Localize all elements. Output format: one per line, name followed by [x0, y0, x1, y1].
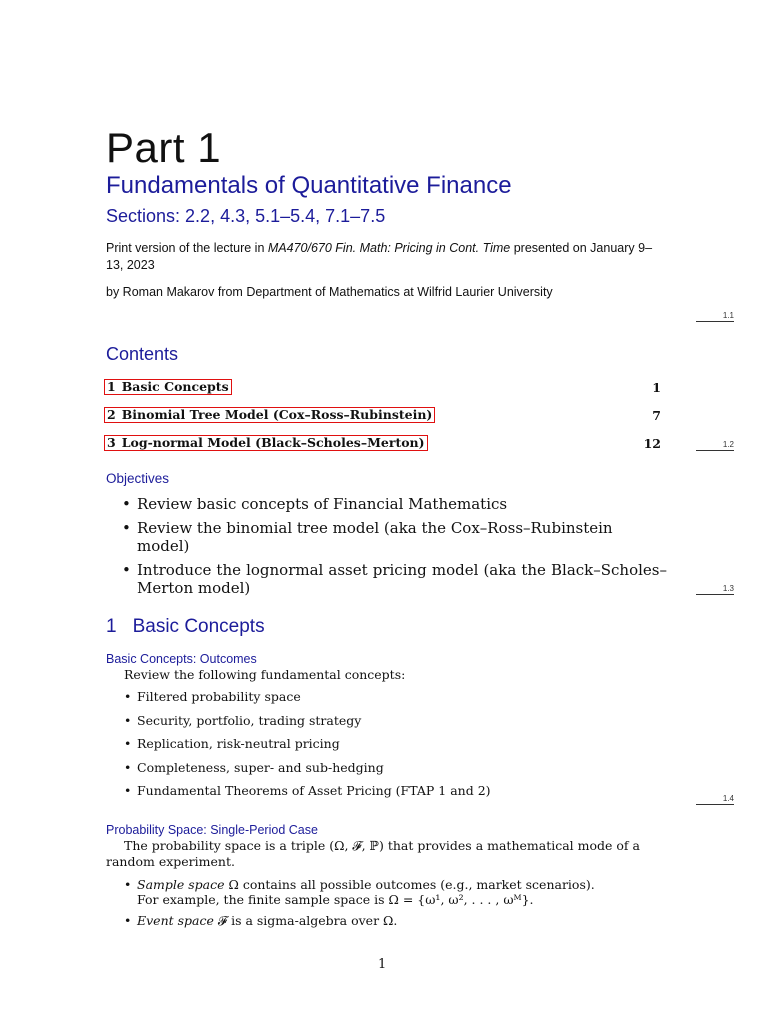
outcome-text: Security, portfolio, trading strategy — [137, 712, 362, 728]
bullet-icon: • — [122, 495, 131, 513]
bullet-icon: • — [122, 561, 131, 579]
course-name: MA470/670 Fin. Math: Pricing in Cont. Time — [267, 241, 511, 255]
outcome-text: Filtered probability space — [137, 689, 301, 704]
print-info-prefix: Print version of the lecture in — [106, 241, 268, 255]
toc-title: Log-normal Model (Black–Scholes–Merton) — [121, 435, 425, 450]
outcomes-heading: Basic Concepts: Outcomes — [106, 652, 257, 666]
slide-number: 1.2 — [696, 440, 734, 451]
list-item — [124, 913, 669, 928]
print-info-suffix: presented on January 9–13, 2023 — [106, 241, 653, 272]
intro-text: The probability space is a triple — [124, 838, 330, 853]
bullet-icon: • — [122, 519, 131, 537]
toc-number: 1 — [107, 379, 116, 394]
bullet-icon: • — [124, 913, 132, 928]
toc-item[interactable] — [104, 379, 664, 395]
objective-text: Review the binomial tree model (aka the Cox–Ross–Rubinstein model) — [137, 519, 613, 555]
document-subtitle: Fundamentals of Quantitative Finance — [106, 172, 512, 199]
toc-number: 3 — [107, 435, 116, 450]
item-text: For example, the finite sample space is Ω = {ω¹, ω², . . . , ωᴹ}. — [137, 892, 534, 907]
toc-link[interactable] — [104, 435, 428, 451]
list-item — [124, 877, 669, 907]
contents-heading: Contents — [106, 344, 179, 364]
slide-number: 1.3 — [696, 584, 734, 595]
item-text: Ω contains all possible outcomes (e.g., market scenarios). — [224, 877, 595, 892]
outcome-text: Replication, risk-neutral pricing — [137, 736, 340, 751]
outcome-text: Fundamental Theorems of Asset Pricing (FTAP 1 and 2) — [137, 783, 491, 798]
toc-link[interactable] — [104, 407, 435, 423]
bullet-icon: • — [124, 736, 132, 751]
list-item — [122, 519, 667, 555]
list-item — [124, 760, 669, 775]
slide-number: 1.4 — [696, 794, 734, 805]
item-text: 𝓕 is a sigma-algebra over Ω. — [213, 913, 398, 928]
outcome-text: Completeness, super- and sub-hedging — [137, 759, 384, 775]
slide-number: 1.1 — [696, 311, 734, 322]
section-heading — [106, 616, 265, 638]
author-line: by Roman Makarov from Department of Mathematics at Wilfrid Laurier University — [106, 285, 553, 299]
sections-list: Sections: 2.2, 4.3, 5.1–5.4, 7.1–7.5 — [106, 206, 386, 226]
toc-item[interactable] — [104, 407, 664, 423]
term: Sample space — [137, 877, 225, 892]
bullet-icon: • — [124, 759, 132, 775]
objective-text: Introduce the lognormal asset pricing model (aka the Black–Scholes–Merton model) — [137, 561, 667, 597]
probability-intro — [106, 838, 666, 870]
intro-text: that provides a mathematical mode of a random experiment. — [106, 838, 640, 869]
outcomes-list — [124, 689, 669, 807]
objectives-list — [122, 495, 667, 603]
objective-text: Review basic concepts of Financial Mathematics — [137, 495, 508, 513]
list-item — [124, 783, 669, 798]
page-number: 1 — [378, 957, 387, 972]
bullet-icon: • — [124, 783, 132, 798]
list-item — [122, 561, 667, 597]
toc-page: 1 — [652, 380, 661, 395]
toc-item[interactable] — [104, 435, 664, 451]
intro-math: (Ω, 𝓕, ℙ) — [329, 838, 384, 853]
list-item — [124, 736, 669, 751]
list-item — [124, 689, 669, 704]
toc-page: 7 — [652, 408, 661, 423]
toc-title: Binomial Tree Model (Cox–Ross–Rubinstein) — [121, 407, 433, 422]
list-item — [122, 495, 667, 513]
term: Event space — [137, 913, 214, 928]
section-number: 1 — [106, 616, 117, 637]
probability-list — [124, 877, 669, 937]
toc-title: Basic Concepts — [121, 379, 229, 394]
probability-heading: Probability Space: Single-Period Case — [106, 823, 318, 837]
toc-page: 12 — [643, 436, 661, 451]
outcomes-intro: Review the following fundamental concepts: — [124, 667, 406, 682]
bullet-icon: • — [124, 712, 132, 728]
part-title: Part 1 — [106, 124, 222, 171]
list-item — [124, 713, 669, 728]
bullet-icon: • — [124, 689, 132, 704]
objectives-heading: Objectives — [106, 471, 170, 486]
toc-link[interactable] — [104, 379, 232, 395]
bullet-icon: • — [124, 877, 132, 892]
section-title: Basic Concepts — [132, 616, 265, 637]
toc-number: 2 — [107, 407, 116, 422]
print-info — [106, 240, 666, 274]
